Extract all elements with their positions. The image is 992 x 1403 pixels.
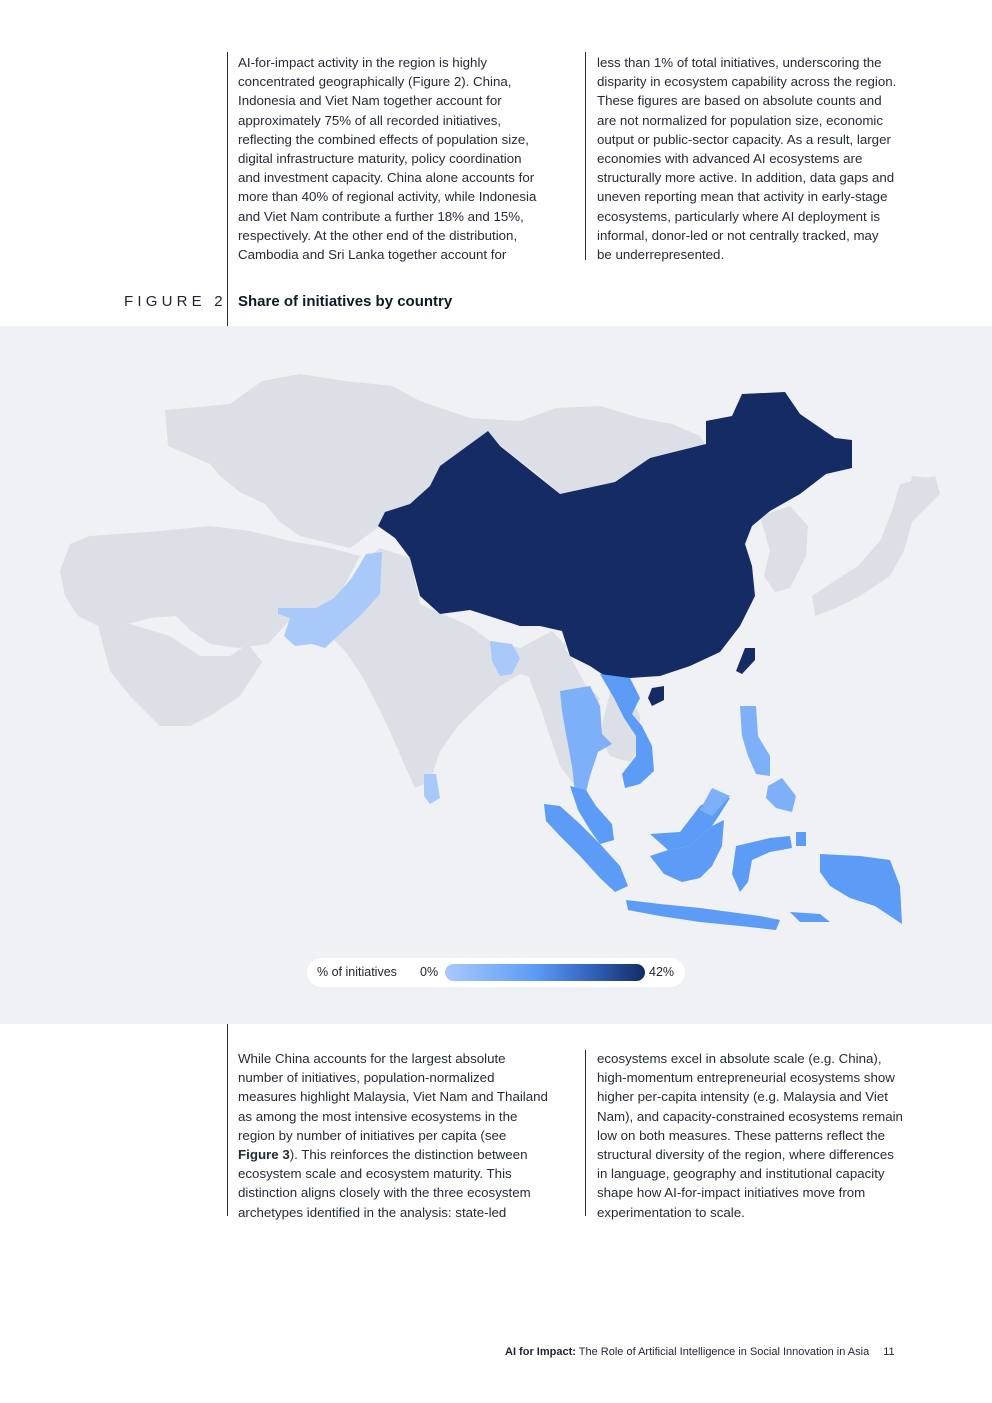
region-maluku: [796, 832, 806, 846]
region-korea: [760, 506, 808, 592]
column-rule-body-right: [585, 1050, 586, 1216]
legend-min-label: 0%: [420, 965, 439, 979]
map-panel: [0, 326, 992, 1024]
footer-report-title: AI for Impact:: [505, 1346, 576, 1358]
footer-report-subtitle: The Role of Artificial Intelligence in Social Innovation in Asia: [575, 1346, 870, 1358]
region-nusa-tenggara: [790, 912, 830, 922]
body-column-right: ecosystems excel in absolute scale (e.g. China), high-momentum entrepreneurial ecosystems show higher per-capita intensity (e.g. Malaysia and Viet Nam), and capacity-constrained ecosystems remain low on both measures. These patterns reflect the structural diversity of the region, where differences in language, geography and institutional capacity shape how AI-for-impact initiatives move from experimentation to scale.: [597, 1051, 903, 1220]
figure-label: FIGURE 2: [124, 293, 227, 310]
intro-column-left: AI-for-impact activity in the region is highly concentrated geographically (Figure 2). China, Indonesia and Viet Nam together account for approximately 75% of all recorded initiatives, reflecting the combined effects of population size, digital infrastructure maturity, policy coordination and investment capacity. China alone accounts for more than 40% of regional activity, while Indonesia and Viet Nam contribute a further 18% and 15%, respectively. At the other end of the distribution, Cambodia and Sri Lanka together account for: [238, 55, 537, 263]
region-luzon: [740, 706, 770, 776]
column-rule-intro-right: [585, 52, 586, 260]
region-sulawesi: [732, 836, 792, 892]
column-rule-body-left: [227, 1024, 228, 1216]
figure-title: Share of initiatives by country: [238, 293, 453, 310]
page-number: 11: [883, 1346, 895, 1358]
legend-title: % of initiatives: [317, 965, 397, 979]
column-rule-intro-left: [227, 52, 228, 326]
region-hainan: [648, 686, 664, 706]
region-java: [626, 900, 780, 930]
choropleth-map: [0, 326, 992, 1024]
page-footer: [505, 1346, 895, 1358]
legend-max-label: 42%: [649, 965, 675, 979]
intro-column-right: less than 1% of total initiatives, underscoring the disparity in ecosystem capability across the region. These figures are based on absolute counts and are not normalized for population size, economic output or public-sector capacity. As a result, larger economies with advanced AI ecosystems are structurally more active. In addition, data gaps and uneven reporting mean that activity in early-stage ecosystems, particularly where AI deployment is informal, donor-led or not centrally tracked, may be underrepresented.: [597, 55, 897, 263]
region-japan: [812, 476, 940, 616]
region-mindanao: [766, 778, 796, 812]
region-taiwan: [736, 648, 755, 674]
region-thailand: [560, 686, 612, 800]
region-papua: [820, 854, 902, 924]
map-legend: [307, 958, 685, 987]
region-sri-lanka: [424, 774, 440, 804]
body-column-left: While China accounts for the largest absolute number of initiatives, population-normalized measures highlight Malaysia, Viet Nam and Thailand as among the most intensive ecosystems in the region by number of initiatives per capita (see Figure 3). This reinforces the distinction between ecosystem scale and ecosystem maturity. This distinction aligns closely with the three ecosystem archetypes identified in the analysis: state-led: [238, 1051, 548, 1220]
figure-3-reference: Figure 3: [238, 1147, 290, 1163]
legend-color-ramp: [445, 964, 645, 981]
